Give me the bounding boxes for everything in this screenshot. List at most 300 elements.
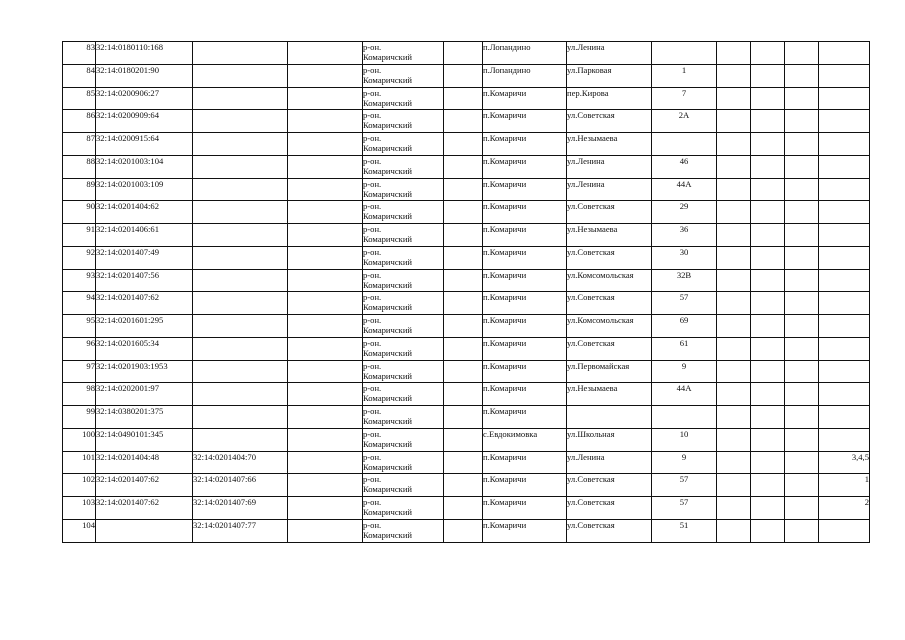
empty-cell xyxy=(751,64,785,87)
unit-numbers-cell xyxy=(819,428,870,451)
street-cell: ул.Школьная xyxy=(567,428,652,451)
district-line-1: р-он. xyxy=(363,224,382,234)
related-cadastral-number-cell xyxy=(193,360,288,383)
locality-cell: п.Комаричи xyxy=(483,155,567,178)
empty-cell xyxy=(717,474,751,497)
district-cell xyxy=(363,519,444,542)
district-line-1: р-он. xyxy=(363,315,382,325)
district-line-1: р-он. xyxy=(363,337,382,348)
empty-cell xyxy=(785,337,819,360)
unit-numbers-cell xyxy=(819,292,870,315)
house-number-cell: 57 xyxy=(652,474,717,497)
empty-cell xyxy=(288,474,363,497)
empty-cell xyxy=(785,497,819,520)
district-cell xyxy=(363,269,444,292)
locality-cell: п.Комаричи xyxy=(483,497,567,520)
district-cell xyxy=(363,360,444,383)
empty-cell xyxy=(785,428,819,451)
unit-numbers-cell: 1 xyxy=(819,474,870,497)
unit-numbers-cell: 2 xyxy=(819,497,870,520)
empty-cell xyxy=(785,133,819,156)
empty-cell xyxy=(288,360,363,383)
district-line-1: р-он. xyxy=(363,246,382,257)
empty-cell xyxy=(751,224,785,247)
row-number-cell: 88 xyxy=(63,155,96,178)
district-line-1: р-он. xyxy=(363,133,382,143)
street-cell: ул.Советская xyxy=(567,497,652,520)
unit-numbers-cell xyxy=(819,64,870,87)
empty-cell xyxy=(444,133,483,156)
empty-cell xyxy=(288,451,363,474)
empty-cell xyxy=(717,383,751,406)
cadastral-number-cell: 32:14:0201407:62 xyxy=(96,497,193,520)
row-number-cell: 96 xyxy=(63,337,96,360)
empty-cell xyxy=(444,315,483,338)
related-cadastral-number-cell xyxy=(193,269,288,292)
district-cell xyxy=(363,42,444,65)
district-line-2: Комаричский xyxy=(363,461,413,472)
district-cell xyxy=(363,428,444,451)
empty-cell xyxy=(751,110,785,133)
empty-cell xyxy=(717,133,751,156)
row-number-cell: 102 xyxy=(63,474,96,497)
cadastral-number-cell: 32:14:0201605:34 xyxy=(96,337,193,360)
empty-cell xyxy=(785,519,819,542)
street-cell: ул.Ленина xyxy=(567,155,652,178)
house-number-cell: 57 xyxy=(652,292,717,315)
empty-cell xyxy=(288,246,363,269)
house-number-cell: 44А xyxy=(652,383,717,406)
locality-cell: п.Лопандино xyxy=(483,42,567,65)
district-cell xyxy=(363,383,444,406)
empty-cell xyxy=(444,337,483,360)
unit-numbers-cell xyxy=(819,360,870,383)
row-number-cell: 94 xyxy=(63,292,96,315)
empty-cell xyxy=(785,178,819,201)
empty-cell xyxy=(717,42,751,65)
empty-cell xyxy=(444,292,483,315)
empty-cell xyxy=(444,451,483,474)
empty-cell xyxy=(751,406,785,429)
district-line-1: р-он. xyxy=(363,110,382,121)
empty-cell xyxy=(288,406,363,429)
street-cell: ул.Советская xyxy=(567,110,652,133)
empty-cell xyxy=(288,315,363,338)
unit-numbers-cell xyxy=(819,383,870,406)
empty-cell xyxy=(444,224,483,247)
empty-cell xyxy=(288,133,363,156)
cadastral-number-cell: 32:14:0201404:62 xyxy=(96,201,193,224)
cadastral-number-cell xyxy=(96,519,193,542)
empty-cell xyxy=(288,292,363,315)
empty-cell xyxy=(785,64,819,87)
street-cell: ул.Ленина xyxy=(567,451,652,474)
empty-cell xyxy=(717,337,751,360)
table-row xyxy=(63,519,870,542)
house-number-cell: 2А xyxy=(652,110,717,133)
empty-cell xyxy=(717,155,751,178)
related-cadastral-number-cell xyxy=(193,110,288,133)
empty-cell xyxy=(444,246,483,269)
empty-cell xyxy=(751,269,785,292)
unit-numbers-cell xyxy=(819,133,870,156)
street-cell: ул.Комсомольская xyxy=(567,315,652,338)
house-number-cell: 29 xyxy=(652,201,717,224)
empty-cell xyxy=(751,337,785,360)
related-cadastral-number-cell: 32:14:0201404:70 xyxy=(193,451,288,474)
street-cell: ул.Ленина xyxy=(567,178,652,201)
empty-cell xyxy=(444,87,483,110)
empty-cell xyxy=(288,201,363,224)
table-row xyxy=(63,269,870,292)
district-cell xyxy=(363,87,444,110)
empty-cell xyxy=(444,360,483,383)
row-number-cell: 100 xyxy=(63,428,96,451)
related-cadastral-number-cell: 32:14:0201407:77 xyxy=(193,519,288,542)
district-line-2: Комаричский xyxy=(363,302,413,313)
district-line-2: Комаричский xyxy=(363,52,413,62)
house-number-cell: 30 xyxy=(652,246,717,269)
empty-cell xyxy=(444,474,483,497)
unit-numbers-cell xyxy=(819,519,870,542)
district-line-2: Комаричский xyxy=(363,507,413,517)
street-cell: ул.Ленина xyxy=(567,42,652,65)
empty-cell xyxy=(288,519,363,542)
district-line-2: Комаричский xyxy=(363,188,413,199)
cadastral-number-cell: 32:14:0201404:48 xyxy=(96,451,193,474)
house-number-cell: 1 xyxy=(652,64,717,87)
locality-cell: п.Комаричи xyxy=(483,474,567,497)
house-number-cell xyxy=(652,42,717,65)
empty-cell xyxy=(751,42,785,65)
cadastral-number-cell: 32:14:0490101:345 xyxy=(96,428,193,451)
empty-cell xyxy=(751,383,785,406)
empty-cell xyxy=(785,360,819,383)
empty-cell xyxy=(717,428,751,451)
street-cell: ул.Незымаева xyxy=(567,224,652,247)
house-number-cell: 32В xyxy=(652,269,717,292)
related-cadastral-number-cell xyxy=(193,133,288,156)
district-cell xyxy=(363,406,444,429)
house-number-cell: 46 xyxy=(652,155,717,178)
district-line-2: Комаричский xyxy=(363,211,413,222)
cadastral-number-cell: 32:14:0201601:295 xyxy=(96,315,193,338)
table-row xyxy=(63,110,870,133)
related-cadastral-number-cell: 32:14:0201407:66 xyxy=(193,474,288,497)
empty-cell xyxy=(751,178,785,201)
cadastral-number-cell: 32:14:0180110:168 xyxy=(96,42,193,65)
street-cell: ул.Советская xyxy=(567,519,652,542)
table-row xyxy=(63,315,870,338)
cadastral-number-cell: 32:14:0201003:104 xyxy=(96,155,193,178)
table-row xyxy=(63,224,870,247)
empty-cell xyxy=(717,451,751,474)
district-cell xyxy=(363,224,444,247)
locality-cell: п.Комаричи xyxy=(483,315,567,338)
house-number-cell: 69 xyxy=(652,315,717,338)
district-line-2: Комаричский xyxy=(363,143,413,153)
related-cadastral-number-cell xyxy=(193,178,288,201)
locality-cell: п.Комаричи xyxy=(483,201,567,224)
district-cell xyxy=(363,474,444,497)
district-cell xyxy=(363,110,444,133)
locality-cell: п.Комаричи xyxy=(483,360,567,383)
empty-cell xyxy=(444,64,483,87)
locality-cell: п.Комаричи xyxy=(483,133,567,156)
unit-numbers-cell xyxy=(819,246,870,269)
district-line-2: Комаричский xyxy=(363,393,413,404)
unit-numbers-cell xyxy=(819,269,870,292)
district-line-1: р-он. xyxy=(363,451,382,462)
district-cell xyxy=(363,497,444,520)
street-cell: пер.Кирова xyxy=(567,87,652,110)
empty-cell xyxy=(785,451,819,474)
empty-cell xyxy=(444,383,483,406)
empty-cell xyxy=(717,110,751,133)
locality-cell: п.Комаричи xyxy=(483,292,567,315)
empty-cell xyxy=(785,87,819,110)
street-cell: ул.Советская xyxy=(567,474,652,497)
related-cadastral-number-cell xyxy=(193,201,288,224)
empty-cell xyxy=(717,406,751,429)
empty-cell xyxy=(785,110,819,133)
street-cell: ул.Советская xyxy=(567,201,652,224)
empty-cell xyxy=(288,42,363,65)
street-cell: ул.Советская xyxy=(567,292,652,315)
district-line-2: Комаричский xyxy=(363,97,413,108)
empty-cell xyxy=(785,383,819,406)
row-number-cell: 101 xyxy=(63,451,96,474)
empty-cell xyxy=(785,224,819,247)
district-cell xyxy=(363,292,444,315)
house-number-cell: 10 xyxy=(652,428,717,451)
empty-cell xyxy=(751,315,785,338)
empty-cell xyxy=(785,155,819,178)
district-line-2: Комаричский xyxy=(363,74,413,85)
locality-cell: п.Комаричи xyxy=(483,337,567,360)
unit-numbers-cell xyxy=(819,406,870,429)
district-line-1: р-он. xyxy=(363,474,382,485)
table-row xyxy=(63,292,870,315)
related-cadastral-number-cell xyxy=(193,337,288,360)
empty-cell xyxy=(751,133,785,156)
related-cadastral-number-cell xyxy=(193,428,288,451)
empty-cell xyxy=(717,224,751,247)
empty-cell xyxy=(717,315,751,338)
table-row xyxy=(63,474,870,497)
table-row xyxy=(63,428,870,451)
empty-cell xyxy=(751,451,785,474)
table-row xyxy=(63,133,870,156)
empty-cell xyxy=(288,428,363,451)
empty-cell xyxy=(751,428,785,451)
row-number-cell: 86 xyxy=(63,110,96,133)
row-number-cell: 85 xyxy=(63,87,96,110)
empty-cell xyxy=(717,87,751,110)
street-cell: ул.Комсомольская xyxy=(567,269,652,292)
table-row xyxy=(63,406,870,429)
table-row xyxy=(63,64,870,87)
empty-cell xyxy=(751,474,785,497)
row-number-cell: 95 xyxy=(63,315,96,338)
empty-cell xyxy=(444,178,483,201)
district-line-1: р-он. xyxy=(363,497,382,507)
street-cell: ул.Советская xyxy=(567,246,652,269)
district-cell xyxy=(363,155,444,178)
table-row xyxy=(63,42,870,65)
street-cell xyxy=(567,406,652,429)
empty-cell xyxy=(444,428,483,451)
district-line-1: р-он. xyxy=(363,428,382,439)
empty-cell xyxy=(785,269,819,292)
empty-cell xyxy=(751,497,785,520)
cadastral-number-cell: 32:14:0201407:62 xyxy=(96,474,193,497)
empty-cell xyxy=(288,269,363,292)
district-line-2: Комаричский xyxy=(363,234,413,244)
empty-cell xyxy=(751,292,785,315)
district-line-2: Комаричский xyxy=(363,256,413,267)
empty-cell xyxy=(785,406,819,429)
cadastral-number-cell: 32:14:0201903:1953 xyxy=(96,360,193,383)
related-cadastral-number-cell xyxy=(193,87,288,110)
related-cadastral-number-cell xyxy=(193,224,288,247)
house-number-cell: 9 xyxy=(652,360,717,383)
district-line-1: р-он. xyxy=(363,292,382,303)
house-number-cell: 51 xyxy=(652,519,717,542)
street-cell: ул.Незымаева xyxy=(567,383,652,406)
related-cadastral-number-cell xyxy=(193,383,288,406)
district-line-1: р-он. xyxy=(363,360,382,371)
house-number-cell: 9 xyxy=(652,451,717,474)
district-line-2: Комаричский xyxy=(363,529,413,540)
house-number-cell xyxy=(652,133,717,156)
row-number-cell: 98 xyxy=(63,383,96,406)
empty-cell xyxy=(288,64,363,87)
empty-cell xyxy=(717,269,751,292)
empty-cell xyxy=(288,497,363,520)
empty-cell xyxy=(751,360,785,383)
empty-cell xyxy=(444,497,483,520)
house-number-cell: 61 xyxy=(652,337,717,360)
locality-cell: п.Комаричи xyxy=(483,451,567,474)
district-line-1: р-он. xyxy=(363,42,382,52)
row-number-cell: 93 xyxy=(63,269,96,292)
empty-cell xyxy=(444,406,483,429)
row-number-cell: 91 xyxy=(63,224,96,247)
locality-cell: п.Комаричи xyxy=(483,269,567,292)
empty-cell xyxy=(288,224,363,247)
locality-cell: п.Комаричи xyxy=(483,383,567,406)
cadastral-number-cell: 32:14:0202001:97 xyxy=(96,383,193,406)
table-row xyxy=(63,178,870,201)
table-row xyxy=(63,155,870,178)
cadastral-number-cell: 32:14:0200915:64 xyxy=(96,133,193,156)
empty-cell xyxy=(717,64,751,87)
locality-cell: п.Комаричи xyxy=(483,406,567,429)
district-line-2: Комаричский xyxy=(363,120,413,131)
street-cell: ул.Советская xyxy=(567,337,652,360)
empty-cell xyxy=(288,110,363,133)
related-cadastral-number-cell: 32:14:0201407:69 xyxy=(193,497,288,520)
table-row xyxy=(63,383,870,406)
unit-numbers-cell xyxy=(819,315,870,338)
district-cell xyxy=(363,451,444,474)
house-number-cell xyxy=(652,406,717,429)
empty-cell xyxy=(751,246,785,269)
related-cadastral-number-cell xyxy=(193,292,288,315)
locality-cell: п.Комаричи xyxy=(483,246,567,269)
row-number-cell: 99 xyxy=(63,406,96,429)
row-number-cell: 92 xyxy=(63,246,96,269)
empty-cell xyxy=(717,497,751,520)
house-number-cell: 44А xyxy=(652,178,717,201)
cadastral-number-cell: 32:14:0200906:27 xyxy=(96,87,193,110)
district-line-1: р-он. xyxy=(363,269,382,280)
empty-cell xyxy=(288,383,363,406)
property-register-table xyxy=(62,41,870,543)
district-cell xyxy=(363,337,444,360)
house-number-cell: 57 xyxy=(652,497,717,520)
empty-cell xyxy=(785,246,819,269)
row-number-cell: 84 xyxy=(63,64,96,87)
table-row xyxy=(63,360,870,383)
row-number-cell: 89 xyxy=(63,178,96,201)
street-cell: ул.Парковая xyxy=(567,64,652,87)
empty-cell xyxy=(444,42,483,65)
district-line-2: Комаричский xyxy=(363,484,413,495)
street-cell: ул.Незымаева xyxy=(567,133,652,156)
row-number-cell: 83 xyxy=(63,42,96,65)
table-row xyxy=(63,337,870,360)
unit-numbers-cell xyxy=(819,87,870,110)
cadastral-number-cell: 32:14:0201407:49 xyxy=(96,246,193,269)
house-number-cell: 7 xyxy=(652,87,717,110)
table-row xyxy=(63,201,870,224)
row-number-cell: 87 xyxy=(63,133,96,156)
district-line-2: Комаричский xyxy=(363,279,413,290)
row-number-cell: 103 xyxy=(63,497,96,520)
district-line-2: Комаричский xyxy=(363,165,413,176)
empty-cell xyxy=(717,201,751,224)
register-body xyxy=(63,42,870,543)
unit-numbers-cell xyxy=(819,201,870,224)
empty-cell xyxy=(288,337,363,360)
locality-cell: п.Комаричи xyxy=(483,178,567,201)
locality-cell: п.Комаричи xyxy=(483,224,567,247)
unit-numbers-cell xyxy=(819,337,870,360)
district-line-1: р-он. xyxy=(363,383,382,394)
table-row xyxy=(63,497,870,520)
locality-cell: с.Евдокимовка xyxy=(483,428,567,451)
empty-cell xyxy=(288,178,363,201)
district-cell xyxy=(363,133,444,156)
district-cell xyxy=(363,201,444,224)
empty-cell xyxy=(785,315,819,338)
related-cadastral-number-cell xyxy=(193,315,288,338)
empty-cell xyxy=(288,155,363,178)
unit-numbers-cell xyxy=(819,178,870,201)
cadastral-number-cell: 32:14:0201003:109 xyxy=(96,178,193,201)
empty-cell xyxy=(717,360,751,383)
district-line-2: Комаричский xyxy=(363,325,413,335)
district-line-2: Комаричский xyxy=(363,347,413,358)
empty-cell xyxy=(717,519,751,542)
unit-numbers-cell xyxy=(819,224,870,247)
unit-numbers-cell xyxy=(819,155,870,178)
cadastral-number-cell: 32:14:0380201:375 xyxy=(96,406,193,429)
empty-cell xyxy=(785,474,819,497)
district-line-2: Комаричский xyxy=(363,438,413,449)
